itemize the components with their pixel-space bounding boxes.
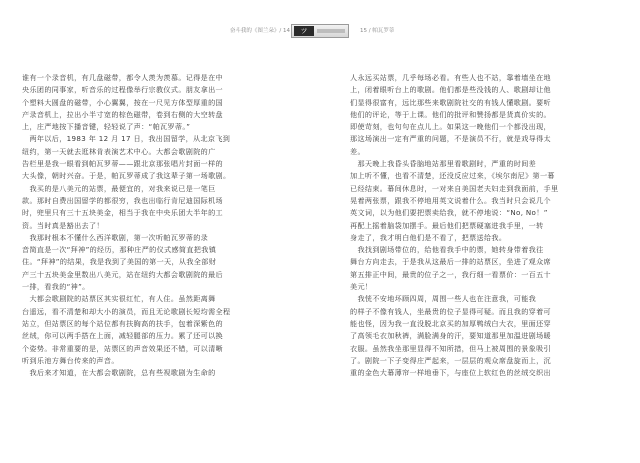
text-line: 晃着两张票，跟我不停地用英文说着什么。我当时只会说几个 [350, 195, 551, 205]
text-line: 时，兜里只有三十五块美金，相当于我在中央乐团大半年的工 [22, 208, 223, 218]
text-line: 重的金色大幕薄帘一样地垂下，与座位上软红色的丝绒交织出 [350, 368, 551, 378]
text-line: 央乐团的同事家，听音乐的过程像举行宗教仪式。朋友拿出一 [22, 85, 223, 95]
text-line: 了高领毛衣加秋裤，满脸满身的汗，要知道那里加温进剧场暖 [350, 331, 551, 341]
left-running-head: 奋斗我的《图兰朵》/ 14 [229, 28, 290, 34]
text-line: 我恍不安地坏顾四周，周围一些人也在注意我，可能我 [350, 294, 537, 304]
text-line: 住。“拜神”的结果，我是我到了美国的第一天，从我全部财 [22, 257, 217, 267]
text-line: 他们的评论，等于上课。他们的批评和赞扬都是货真价实的。 [350, 109, 551, 119]
text-line: 舞台方向走去，于是我从这最后一排的站票区，坐进了观众席 [350, 257, 551, 267]
text-line: 美元！ [350, 282, 373, 292]
text-line: 上，闭着眼听台上的歌剧。他们都是些没钱的人、歌剧却让他 [350, 85, 551, 95]
text-line: 那这场演出一定有严重的问题，不是演员不行，就是戏导得太 [350, 134, 551, 144]
text-line: 差。 [350, 146, 365, 156]
text-line: 告栏里是我一眼看到帕瓦罗蒂——跟北京那张唱片封面一样的 [22, 159, 223, 169]
left-body-text [22, 72, 290, 379]
text-line: 个塑料大圆盘的磁带，小心翼翼，按在一尺见方体型厚重的国 [22, 97, 223, 107]
text-line: 第五排正中间，最贵的位子之一，我行细一看票价：一百五十 [350, 269, 551, 279]
text-line: 一排，看我的“神”。 [22, 282, 90, 292]
text-line: 能也怪，因为我一直没脱北京买的加厚鸭绒白大衣，里面还穿 [350, 318, 551, 328]
text-line: 资。当时真是豁出去了！ [22, 220, 104, 230]
left-page [22, 0, 290, 463]
text-line: 听到乐池方舞台传来的声音。 [22, 355, 119, 365]
right-page [350, 0, 618, 463]
text-line: 已经结束。幕间休息时，一对来自美国老夫妇走到我面前，手里 [350, 183, 559, 193]
text-line: 我后来才知道，在大都会歌剧院，总有些视歌剧为生命的 [22, 368, 216, 378]
text-line: 纽约，第一天就去逛林肯表演艺术中心。大都会歌剧院的广 [22, 146, 216, 156]
text-line: 站立，但站票区的每个站位都有扶胸高的扶手，包着深紫色的 [22, 318, 223, 328]
text-line: 个姿势。非常重要的是，站票区的声音效果还不错，可以清晰 [22, 343, 223, 353]
text-line: 音简直是一次“拜神”的经历，那种庄严的仪式感简直把我镇 [22, 245, 217, 255]
text-line: 的样子不像有钱人，坐最贵的位子显得可疑。而且我的穿着可 [350, 306, 551, 316]
text-line: 产三十五块美金里数出八美元，站在纽约大都会歌剧院的最后 [22, 269, 223, 279]
text-line: 丝绒，你可以两手搭在上面，减轻腿部的压力。累了还可以换 [22, 331, 223, 341]
text-line: 我那时根本不懂什么西洋歌剧，第一次听帕瓦罗蒂的录 [22, 232, 209, 242]
text-line: 加上听不懂，也看不清楚，还没反应过来，《埃尔南尼》第一幕 [350, 171, 555, 181]
text-line: 那天晚上我昏头昏脑地站那里看歌剧时，严重的时间差 [350, 159, 537, 169]
text-line: 两年以后，1983 年 12 月 17 日，我出国留学，从北京飞到 [22, 134, 231, 144]
text-line: 我找到剧场带位的，给他看我手中的票，她转身带着我往 [350, 245, 544, 255]
text-line: 款。那时自费出国留学的都很穷，我也出临行肯尼迪国际机场 [22, 195, 223, 205]
text-line: 英文词，以为他们要把票卖给我，就不停地说：“No, No！” [350, 208, 548, 218]
right-body-text [350, 72, 618, 379]
text-line: 上，庄严地按下播音键，轻轻说了声：“帕瓦罗蒂。” [22, 122, 191, 132]
text-line: 衣服。虽然我坐那里显得不知所措，但马上被周围的景象吸引 [350, 343, 551, 353]
text-line: 们显得很富有，远比那些来歌剧院社交的有钱人懂歌剧。要听 [350, 97, 551, 107]
text-line: 身走了，我才明白他们是不看了，把票送给我。 [350, 232, 507, 242]
text-line: 即使苛刻，也句句在点儿上。如果这一晚他们一个都没出现， [350, 122, 551, 132]
text-line: 谁有一个录音机，有几盘磁带，都令人羡为羡慕。记得是在中 [22, 73, 223, 82]
header-ornament [291, 24, 349, 38]
text-line: 再配上摇着脑袋加摆手。最后他们把票硬塞进我手里，一转 [350, 220, 544, 230]
text-line: 我买的是八美元的站票，最便宜的，对我来说已是一笔巨 [22, 183, 216, 193]
ornament-band [317, 29, 345, 33]
text-line: 了。剧院一下子变得庄严起来，一层层的观众席盘旋而上，沉 [350, 355, 551, 365]
right-running-head: 15 / 帕瓦罗蒂 [360, 28, 395, 34]
text-line: 人永远买站票，几乎每场必看。有些人也不站，靠着墙坐在地 [350, 73, 551, 82]
text-line: 大头像，朝时兴奋。于是，帕瓦罗蒂成了我这辈子第一场歌剧。 [22, 171, 231, 181]
text-line: 大都会歌剧院的站票区其实很红忙，有人住。虽然距离舞 [22, 294, 216, 304]
text-line: 台遥远，看不清楚和却大小的演员，而且无论歌剧长短均需全程 [22, 306, 231, 316]
text-line: 产录音机上，拉出小半寸宽的棕色磁带，卷到右侧的大空转盘 [22, 109, 223, 119]
ornament-mark: ツ [294, 26, 314, 36]
